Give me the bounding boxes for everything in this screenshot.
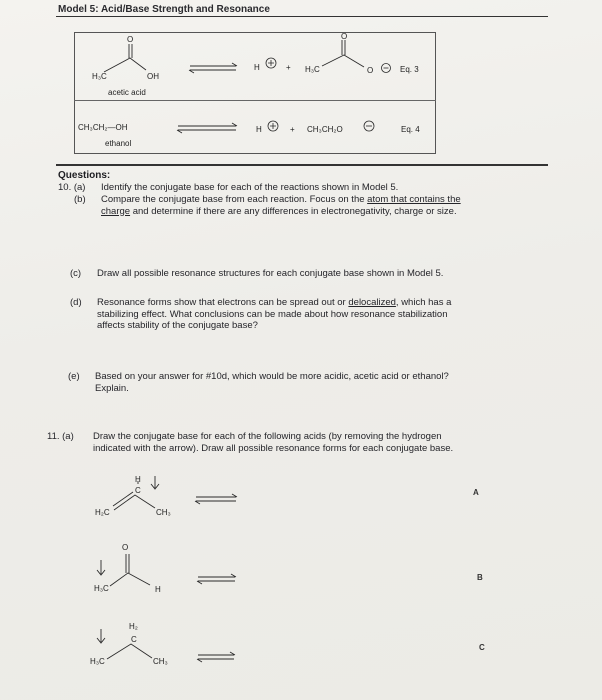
structA-left: H₂C <box>95 508 110 517</box>
structC-left: H₃C <box>90 657 105 666</box>
structC-c: C <box>131 635 137 644</box>
structB-left: H₃C <box>94 584 109 593</box>
acetic-acid-carbonyl <box>129 44 132 58</box>
acetate-carbonyl <box>342 40 345 55</box>
structA-arrow <box>196 497 236 501</box>
eq3-product-carbonyl-o: O <box>341 32 348 41</box>
eq4-product: CH₃CH₂O <box>307 125 343 134</box>
structC-bonds <box>107 644 152 659</box>
structA-bonds <box>114 495 155 510</box>
structA-h: H <box>135 475 141 484</box>
eq3-product-right: O <box>367 66 374 75</box>
structB-right: H <box>155 585 161 594</box>
q10b-label: (b) <box>74 194 86 205</box>
acetate-bonds <box>322 55 364 67</box>
q10c-label: (c) <box>70 268 82 279</box>
eq4-equilibrium-arrow <box>178 126 236 130</box>
eq3-label: Eq. 3 <box>400 65 419 74</box>
eq4-plus: + <box>290 125 295 134</box>
eq3-h-plus: H <box>254 63 260 72</box>
structB-o: O <box>122 543 129 552</box>
eq3-reactant-name: acetic acid <box>108 88 146 97</box>
structC-h-arrow <box>97 629 105 643</box>
q10e-label: (e) <box>68 371 80 382</box>
structB-bonds <box>110 573 150 586</box>
page-title: Model 5: Acid/Base Strength and Resonance <box>58 4 270 15</box>
structB-label: B <box>477 573 483 582</box>
structC-label: C <box>479 643 485 652</box>
q10e-text: Based on your answer for #10d, which would be more acidic, acetic acid or ethanol? Explain. <box>95 371 449 394</box>
eq3-equilibrium-arrow <box>190 66 236 70</box>
q10-number: 10. (a) <box>58 182 86 193</box>
eq4-reactant: CH₃CH₂—OH <box>78 123 128 132</box>
structA-label: A <box>473 488 479 497</box>
q11-text: Draw the conjugate base for each of the following acids (by removing the hydrogen indicated with the arrow). Draw all possible resonance forms for each conjugate base. <box>93 431 454 454</box>
q10d-label: (d) <box>70 297 82 308</box>
q10b-text: Compare the conjugate base from each reaction. Focus on the atom that contains the charge and determine if there are any differences in electronegativity, charge or size. <box>101 194 461 217</box>
eq4-h-plus: H <box>256 125 262 134</box>
eq4-name: ethanol <box>105 139 132 148</box>
structC-arrow <box>198 655 234 659</box>
structC-right: CH₃ <box>153 657 168 666</box>
eq4-label: Eq. 4 <box>401 125 420 134</box>
q10a-text: Identify the conjugate base for each of the reactions shown in Model 5. <box>101 182 399 193</box>
structB-h-arrow <box>97 560 105 575</box>
structC-top: H₂ <box>129 622 138 631</box>
structA-right: CH₃ <box>156 508 171 517</box>
q10c-text: Draw all possible resonance structures for each conjugate base shown in Model 5. <box>97 268 444 279</box>
eq3-reactant-carbonyl-o: O <box>127 35 134 44</box>
questions-heading: Questions: <box>58 170 111 181</box>
eq3-plus: + <box>286 63 291 72</box>
eq3-product-left: H₃C <box>305 65 320 74</box>
structA-h-arrow <box>151 476 159 489</box>
q11-number: 11. (a) <box>47 431 74 442</box>
structA-c: C <box>135 486 141 495</box>
eq3-reactant-left: H₃C <box>92 72 107 81</box>
structB-arrow <box>198 577 235 581</box>
eq3-reactant-right: OH <box>147 72 159 81</box>
q10d-text: Resonance forms show that electrons can be spread out or delocalized, which has a stabilizing effect. What conclusions can be made about how resonance stabilization affects stability of the conjugate base? <box>97 297 452 331</box>
acetic-acid-bonds <box>104 58 146 72</box>
